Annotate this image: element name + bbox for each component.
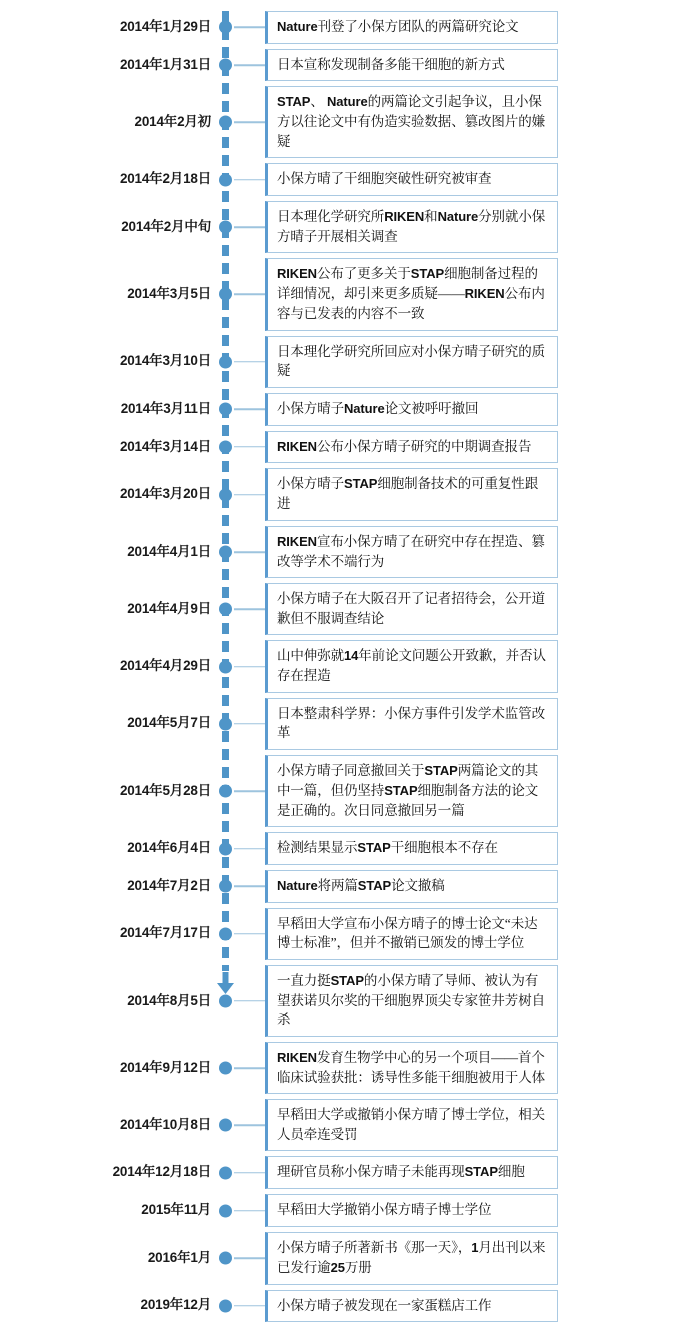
timeline-connector (222, 1232, 265, 1285)
timeline-date-cell (0, 1232, 222, 1285)
timeline-date-label: 2014年4月29日 (119, 658, 211, 674)
timeline-row (0, 698, 692, 750)
timeline-date-cell (0, 755, 222, 827)
timeline-date-label: 2014年4月1日 (127, 543, 211, 559)
timeline-date-cell (0, 1194, 222, 1227)
timeline-event-box: RIKEN宣布小保方晴了在研究中存在捏造、篡改等学术不端行为 (265, 526, 558, 578)
timeline-event-box: 日本整肃科学界：小保方事件引发学术监管改革 (265, 698, 558, 750)
timeline-connector-line (234, 179, 265, 181)
timeline-row (0, 1194, 692, 1227)
timeline-connector (222, 49, 265, 82)
timeline-date-cell (0, 832, 222, 865)
timeline-row (0, 201, 692, 253)
timeline-connector-line (234, 294, 265, 296)
timeline-row (0, 163, 692, 196)
timeline-event-cell (265, 755, 692, 827)
timeline-connector-line (234, 361, 265, 363)
timeline-event-cell (265, 832, 692, 865)
timeline-event-cell (265, 1156, 692, 1189)
timeline-dot-icon (219, 288, 232, 301)
timeline-row (0, 468, 692, 520)
timeline-date-label: 2014年1月29日 (119, 19, 211, 34)
timeline-connector-line (234, 1210, 265, 1212)
timeline-row (0, 965, 692, 1037)
timeline-event-box: 早稻田大学宣布小保方晴子的博士论文“未达博士标准”，但并不撤销已颁发的博士学位 (265, 908, 558, 960)
timeline-event-cell (265, 1042, 692, 1094)
timeline-date-label: 2014年3月14日 (119, 438, 211, 454)
timeline-event-box: 理研官员称小保方晴子未能再现STAP细胞 (265, 1156, 558, 1189)
timeline-dot-icon (219, 842, 232, 855)
timeline-connector-line (234, 933, 265, 935)
timeline-connector (222, 1042, 265, 1094)
timeline-row (0, 870, 692, 903)
timeline-date-label: 2015年11月 (141, 1202, 211, 1218)
timeline-dot-icon (219, 116, 232, 129)
timeline-date-cell (0, 870, 222, 903)
timeline-connector (222, 583, 265, 635)
timeline-connector-line (234, 122, 265, 124)
timeline-event-box: STAP、 Nature的两篇论文引起争议，且小保方以往论文中有伪造实验数据、篡改图片的嫌疑 (265, 86, 558, 158)
timeline-dot-icon (219, 440, 232, 453)
timeline-date-cell (0, 431, 222, 464)
timeline-row (0, 832, 692, 865)
timeline-row (0, 11, 692, 44)
timeline-event-box: 一直力挺STAP的小保方晴了导师、被认为有望获诺贝尔奖的干细胞界顶尖专家笹井芳树自杀 (265, 965, 558, 1037)
timeline-date-label: 2014年4月9日 (127, 600, 211, 616)
timeline-event-cell (265, 1290, 692, 1322)
timeline-dot-icon (219, 173, 232, 186)
timeline-dot-icon (219, 927, 232, 940)
timeline-date-label: 2016年1月 (147, 1249, 211, 1265)
timeline-connector-line (234, 64, 265, 66)
timeline-event-box: 小保方晴子在大阪召开了记者招待会，公开道歉但不服调查结论 (265, 583, 558, 635)
timeline-row (0, 393, 692, 426)
timeline-date-label: 2014年5月7日 (127, 715, 211, 731)
timeline-row (0, 640, 692, 692)
timeline-connector-line (234, 494, 265, 496)
timeline-connector (222, 201, 265, 253)
timeline-connector-line (234, 551, 265, 553)
timeline-event-cell (265, 908, 692, 960)
timeline-connector-line (234, 1257, 265, 1259)
timeline-event-box: 小保方晴子Nature论文被呼吁撤回 (265, 393, 558, 426)
timeline-row (0, 336, 692, 388)
timeline-row (0, 908, 692, 960)
timeline-connector (222, 965, 265, 1037)
timeline-date-cell (0, 336, 222, 388)
timeline-dot-icon (219, 994, 232, 1007)
timeline-date-label: 2014年7月17日 (119, 925, 211, 941)
timeline-event-cell (265, 11, 692, 44)
timeline-connector-line (234, 723, 265, 725)
timeline-date-cell (0, 583, 222, 635)
timeline-dot-icon (219, 355, 232, 368)
timeline-event-box: 早稻田大学或撤销小保方晴了博士学位，相关人员牵连受罚 (265, 1099, 558, 1151)
timeline-connector-line (234, 1172, 265, 1174)
timeline-dot-icon (219, 1119, 232, 1132)
timeline-event-box: 小保方晴子所著新书《那一天》，1月出刊以来已发行逾25万册 (265, 1232, 558, 1285)
timeline-row (0, 1099, 692, 1151)
timeline-date-label: 2014年3月20日 (119, 486, 211, 502)
timeline-event-cell (265, 526, 692, 578)
timeline-date-label: 2014年2月18日 (119, 171, 211, 187)
timeline-dot-icon (219, 785, 232, 798)
timeline-event-cell (265, 86, 692, 158)
timeline-connector (222, 431, 265, 464)
timeline-connector-line (234, 27, 265, 29)
timeline-date-label: 2014年2月初 (134, 113, 211, 129)
timeline-event-cell (265, 1099, 692, 1151)
timeline-connector-line (234, 609, 265, 611)
timeline-date-cell (0, 526, 222, 578)
timeline-row (0, 258, 692, 330)
timeline-date-label: 2014年3月11日 (120, 400, 211, 416)
timeline-dot-icon (219, 546, 232, 559)
timeline-event-box: RIKEN公布小保方晴子研究的中期调查报告 (265, 431, 558, 464)
timeline-event-cell (265, 163, 692, 196)
timeline-row (0, 1232, 692, 1285)
timeline-event-cell (265, 49, 692, 82)
timeline-dot-icon (219, 403, 232, 416)
timeline-date-label: 2014年9月12日 (119, 1059, 211, 1075)
timeline-date-cell (0, 908, 222, 960)
timeline-connector-line (234, 790, 265, 792)
timeline-date-cell (0, 163, 222, 196)
timeline-event-cell (265, 258, 692, 330)
timeline-date-label: 2014年3月10日 (119, 353, 211, 369)
timeline-row (0, 431, 692, 464)
timeline-date-cell (0, 1290, 222, 1322)
timeline-date-cell (0, 201, 222, 253)
timeline-connector (222, 755, 265, 827)
timeline-event-box: Nature刊登了小保方团队的两篇研究论文 (265, 11, 558, 44)
timeline-event-cell (265, 431, 692, 464)
timeline-row (0, 1042, 692, 1094)
timeline-connector (222, 1290, 265, 1322)
timeline-event-cell (265, 1194, 692, 1227)
timeline-event-box: RIKEN公布了更多关于STAP细胞制备过程的详细情况，却引来更多质疑——RIKEN公布内容与已发表的内容不一致 (265, 258, 558, 330)
timeline-connector (222, 1156, 265, 1189)
timeline-row (0, 755, 692, 827)
timeline-date-cell (0, 640, 222, 692)
timeline-connector-line (234, 666, 265, 668)
timeline-connector-line (234, 1305, 265, 1307)
timeline-date-label: 2014年8月5日 (127, 992, 211, 1008)
timeline-dot-icon (219, 717, 232, 730)
timeline-date-cell (0, 965, 222, 1037)
timeline-event-cell (265, 1232, 692, 1285)
timeline-event-box: Nature将两篇STAP论文撤稿 (265, 870, 558, 903)
timeline-connector (222, 393, 265, 426)
timeline-event-cell (265, 201, 692, 253)
timeline-dot-icon (219, 603, 232, 616)
timeline-date-label: 2014年1月31日 (119, 56, 211, 72)
timeline-date-cell (0, 86, 222, 158)
timeline-row (0, 86, 692, 158)
timeline-event-cell (265, 698, 692, 750)
timeline-dot-icon (219, 59, 232, 72)
timeline-dot-icon (219, 488, 232, 501)
timeline-date-label: 2019年12月 (140, 1297, 211, 1313)
timeline-dot-icon (219, 1299, 232, 1312)
timeline-date-cell (0, 49, 222, 82)
timeline-date-label: 2014年12月18日 (112, 1164, 211, 1180)
timeline-connector-line (234, 848, 265, 850)
timeline-row (0, 49, 692, 82)
timeline-event-box: 日本宣称发现制备多能干细胞的新方式 (265, 49, 558, 82)
timeline-date-cell (0, 698, 222, 750)
timeline-date-cell (0, 11, 222, 44)
timeline-connector-line (234, 1067, 265, 1069)
timeline-date-cell (0, 468, 222, 520)
timeline-connector-line (234, 408, 265, 410)
timeline-date-cell (0, 1042, 222, 1094)
timeline-connector (222, 1099, 265, 1151)
timeline-row (0, 1156, 692, 1189)
timeline-event-box: 小保方晴了干细胞突破性研究被审查 (265, 163, 558, 196)
timeline-event-box: 日本理化学研究所回应对小保方晴子研究的质疑 (265, 336, 558, 388)
timeline-connector (222, 336, 265, 388)
timeline-event-cell (265, 336, 692, 388)
timeline-dot-icon (219, 880, 232, 893)
timeline-date-label: 2014年6月4日 (127, 840, 211, 856)
timeline-row (0, 583, 692, 635)
timeline-event-box: 检测结果显示STAP干细胞根本不存在 (265, 832, 558, 865)
timeline-dot-icon (219, 1062, 232, 1075)
timeline-event-box: 小保方晴子同意撤回关于STAP两篇论文的其中一篇，但仍坚持STAP细胞制备方法的论文是正确的。次日同意撤回另一篇 (265, 755, 558, 827)
timeline-dot-icon (219, 21, 232, 34)
timeline-event-box: RIKEN发育生物学中心的另一个项目——首个临床试验获批：诱导性多能干细胞被用于人体 (265, 1042, 558, 1094)
timeline-date-label: 2014年10月8日 (119, 1116, 211, 1132)
timeline-connector-line (234, 446, 265, 448)
timeline-date-label: 2014年2月中旬 (121, 218, 211, 234)
timeline-date-cell (0, 1099, 222, 1151)
timeline-dot-icon (219, 1204, 232, 1217)
timeline-connector (222, 86, 265, 158)
timeline-event-cell (265, 393, 692, 426)
timeline-event-cell (265, 870, 692, 903)
timeline-event-cell (265, 965, 692, 1037)
timeline-dot-icon (219, 1252, 232, 1265)
timeline-connector (222, 163, 265, 196)
timeline-event-cell (265, 583, 692, 635)
timeline-connector (222, 258, 265, 330)
timeline-event-box: 山中伸弥就14年前论文问题公开致歉，并否认存在捏造 (265, 640, 558, 692)
timeline-event-box: 小保方晴子STAP细胞制备技术的可重复性跟进 (265, 468, 558, 520)
timeline-event-box: 日本理化学研究所RIKEN和Nature分别就小保方晴子开展相关调查 (265, 201, 558, 253)
timeline-dot-icon (219, 221, 232, 234)
timeline-connector (222, 1194, 265, 1227)
timeline-connector-line (234, 1000, 265, 1002)
timeline-connector (222, 870, 265, 903)
timeline-rows (0, 11, 692, 1322)
timeline-dot-icon (219, 1166, 232, 1179)
timeline-row (0, 526, 692, 578)
timeline-date-cell (0, 393, 222, 426)
timeline-event-cell (265, 468, 692, 520)
timeline-date-label: 2014年3月5日 (127, 286, 211, 302)
timeline-connector (222, 698, 265, 750)
timeline-connector-line (234, 226, 265, 228)
timeline-connector-line (234, 1125, 265, 1127)
timeline-row (0, 1290, 692, 1322)
timeline-date-cell (0, 258, 222, 330)
timeline-connector (222, 832, 265, 865)
timeline-event-box: 早稻田大学撤销小保方晴子博士学位 (265, 1194, 558, 1227)
timeline-connector-line (234, 886, 265, 888)
timeline-connector (222, 11, 265, 44)
timeline-dot-icon (219, 660, 232, 673)
timeline-date-cell (0, 1156, 222, 1189)
timeline-connector (222, 468, 265, 520)
timeline-event-cell (265, 640, 692, 692)
timeline-date-label: 2014年5月28日 (119, 782, 211, 798)
timeline-date-label: 2014年7月2日 (127, 877, 211, 893)
timeline-connector (222, 908, 265, 960)
timeline-connector (222, 640, 265, 692)
timeline-connector (222, 526, 265, 578)
timeline-event-box: 小保方晴子被发现在一家蛋糕店工作 (265, 1290, 558, 1322)
